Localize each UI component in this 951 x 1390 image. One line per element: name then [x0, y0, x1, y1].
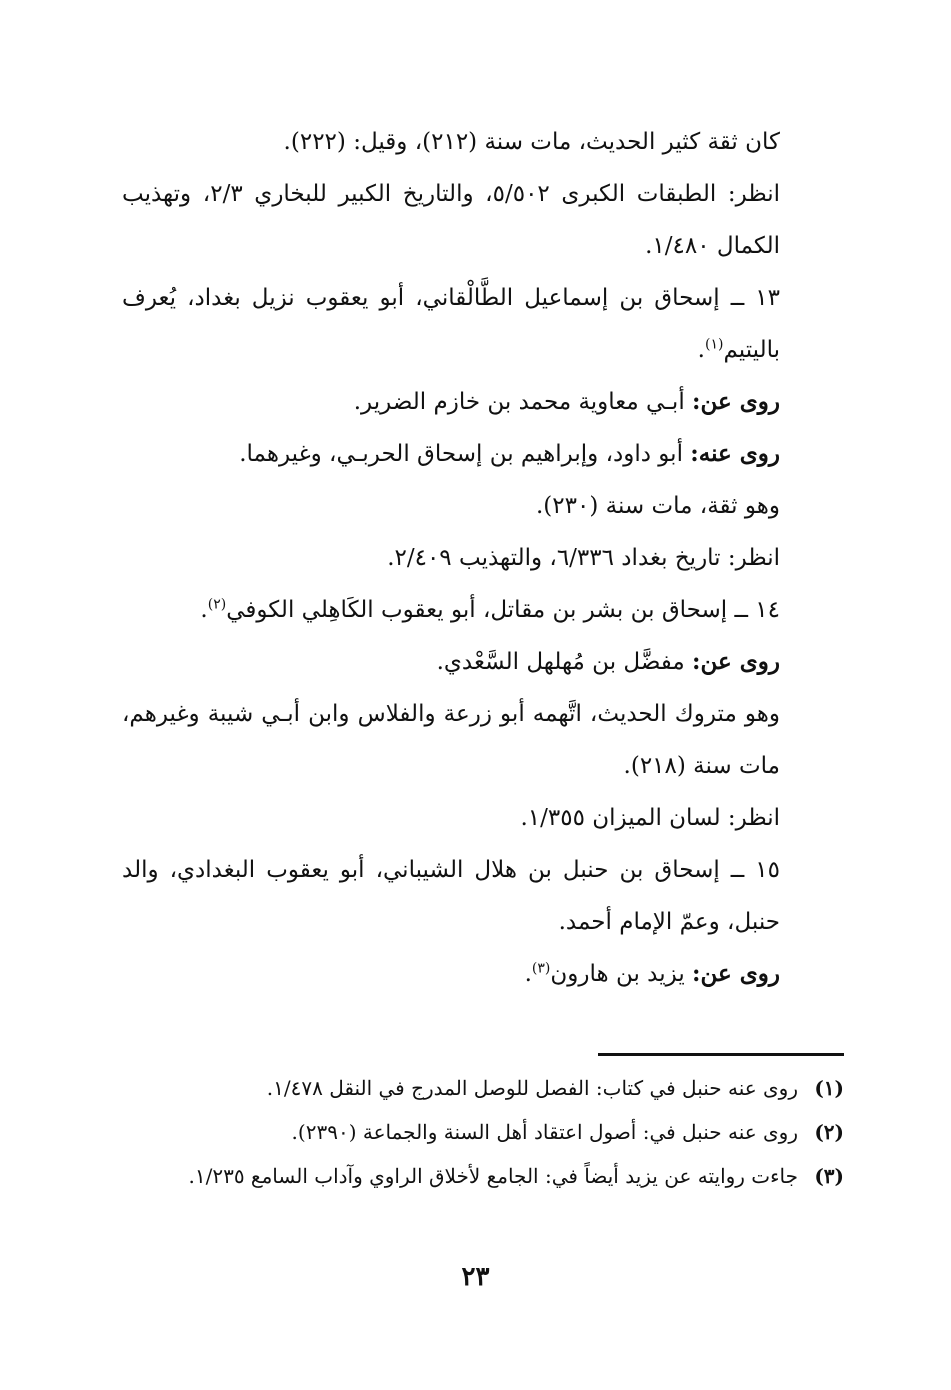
- footnote-ref-1[interactable]: (١): [704, 336, 724, 353]
- entry-15-narrated-from: روى عن: يزيد بن هارون$^{(٣)}$.: [524, 960, 780, 987]
- footnote-number: (٣): [814, 1164, 844, 1188]
- entry-14-references: انظر: لسان الميزان ١/٣٥٥.: [520, 805, 780, 831]
- entry-13-narrated-from: روى عن: أبـي معاوية محمد بن خازم الضرير.: [353, 388, 780, 415]
- label-narrated-from: روى عن:: [692, 648, 780, 675]
- entry-13-status: وهو ثقة، مات سنة (٢٣٠).: [535, 493, 780, 519]
- paragraph-1: كان ثقة كثير الحديث، مات سنة (٢١٢)، وقيل: (٢٢٢).: [283, 129, 780, 155]
- entry-13-heading: ١٣ ــ إسحاق بن إسماعيل الطَّالْقاني، أبو يعقوب نزيل بغداد، يُعرف باليتيم$^{(١)}$.: [122, 285, 780, 363]
- footnote-1: [122, 1066, 844, 1110]
- footnote-text: روى عنه حنبل في: أصول اعتقاد أهل السنة والجماعة (٢٣٩٠).: [291, 1120, 798, 1144]
- paragraph-2: انظر: الطبقات الكبرى ٥/٥٠٢، والتاريخ الكبير للبخاري ٢/٣، وتهذيب الكمال ١/٤٨٠.: [122, 181, 780, 259]
- footnote-text: جاءت روايته عن يزيد أيضاً في: الجامع لأخلاق الراوي وآداب السامع ١/٢٣٥.: [188, 1164, 798, 1188]
- label-narrated-from: روى عن:: [692, 960, 780, 987]
- footnote-number: (١): [814, 1076, 844, 1100]
- footnotes: [122, 1066, 844, 1198]
- entry-14-narrated-from: روى عن: مفضَّل بن مُهلهل السَّعْدي.: [436, 648, 780, 675]
- footnote-3: [122, 1154, 844, 1198]
- footnote-text: روى عنه حنبل في كتاب: الفصل للوصل المدرج في النقل ١/٤٧٨.: [266, 1076, 798, 1100]
- footnote-number: (٢): [814, 1120, 844, 1144]
- main-text: [122, 116, 844, 1000]
- entry-13-references: انظر: تاريخ بغداد ٦/٣٣٦، والتهذيب ٢/٤٠٩.: [387, 545, 780, 571]
- page-number: ٢٣: [461, 1262, 490, 1292]
- entry-14-heading: ١٤ ــ إسحاق بن بشر بن مقاتل، أبو يعقوب الكَاهِلي الكوفي$^{(٢)}$.: [200, 596, 780, 623]
- footnote-ref-3[interactable]: (٣): [531, 960, 551, 977]
- label-narrated-from: روى عن:: [692, 388, 780, 415]
- entry-14-status: وهو متروك الحديث، اتَّهمه أبو زرعة والفلاس وابن أبـي شيبة وغيرهم، مات سنة (٢١٨).: [122, 701, 780, 779]
- entry-13-narrated-by: روى عنه: أبو داود، وإبراهيم بن إسحاق الحربـي، وغيرهما.: [239, 440, 780, 467]
- label-narrated-by: روى عنه:: [690, 440, 780, 467]
- footnote-divider: [598, 1053, 844, 1056]
- footnote-2: [122, 1110, 844, 1154]
- footnote-ref-2[interactable]: (٢): [207, 596, 227, 613]
- entry-15-heading: ١٥ ــ إسحاق بن حنبل بن هلال الشيباني، أبو يعقوب البغدادي، والد حنبل، وعمّ الإمام أحمد.: [122, 857, 780, 935]
